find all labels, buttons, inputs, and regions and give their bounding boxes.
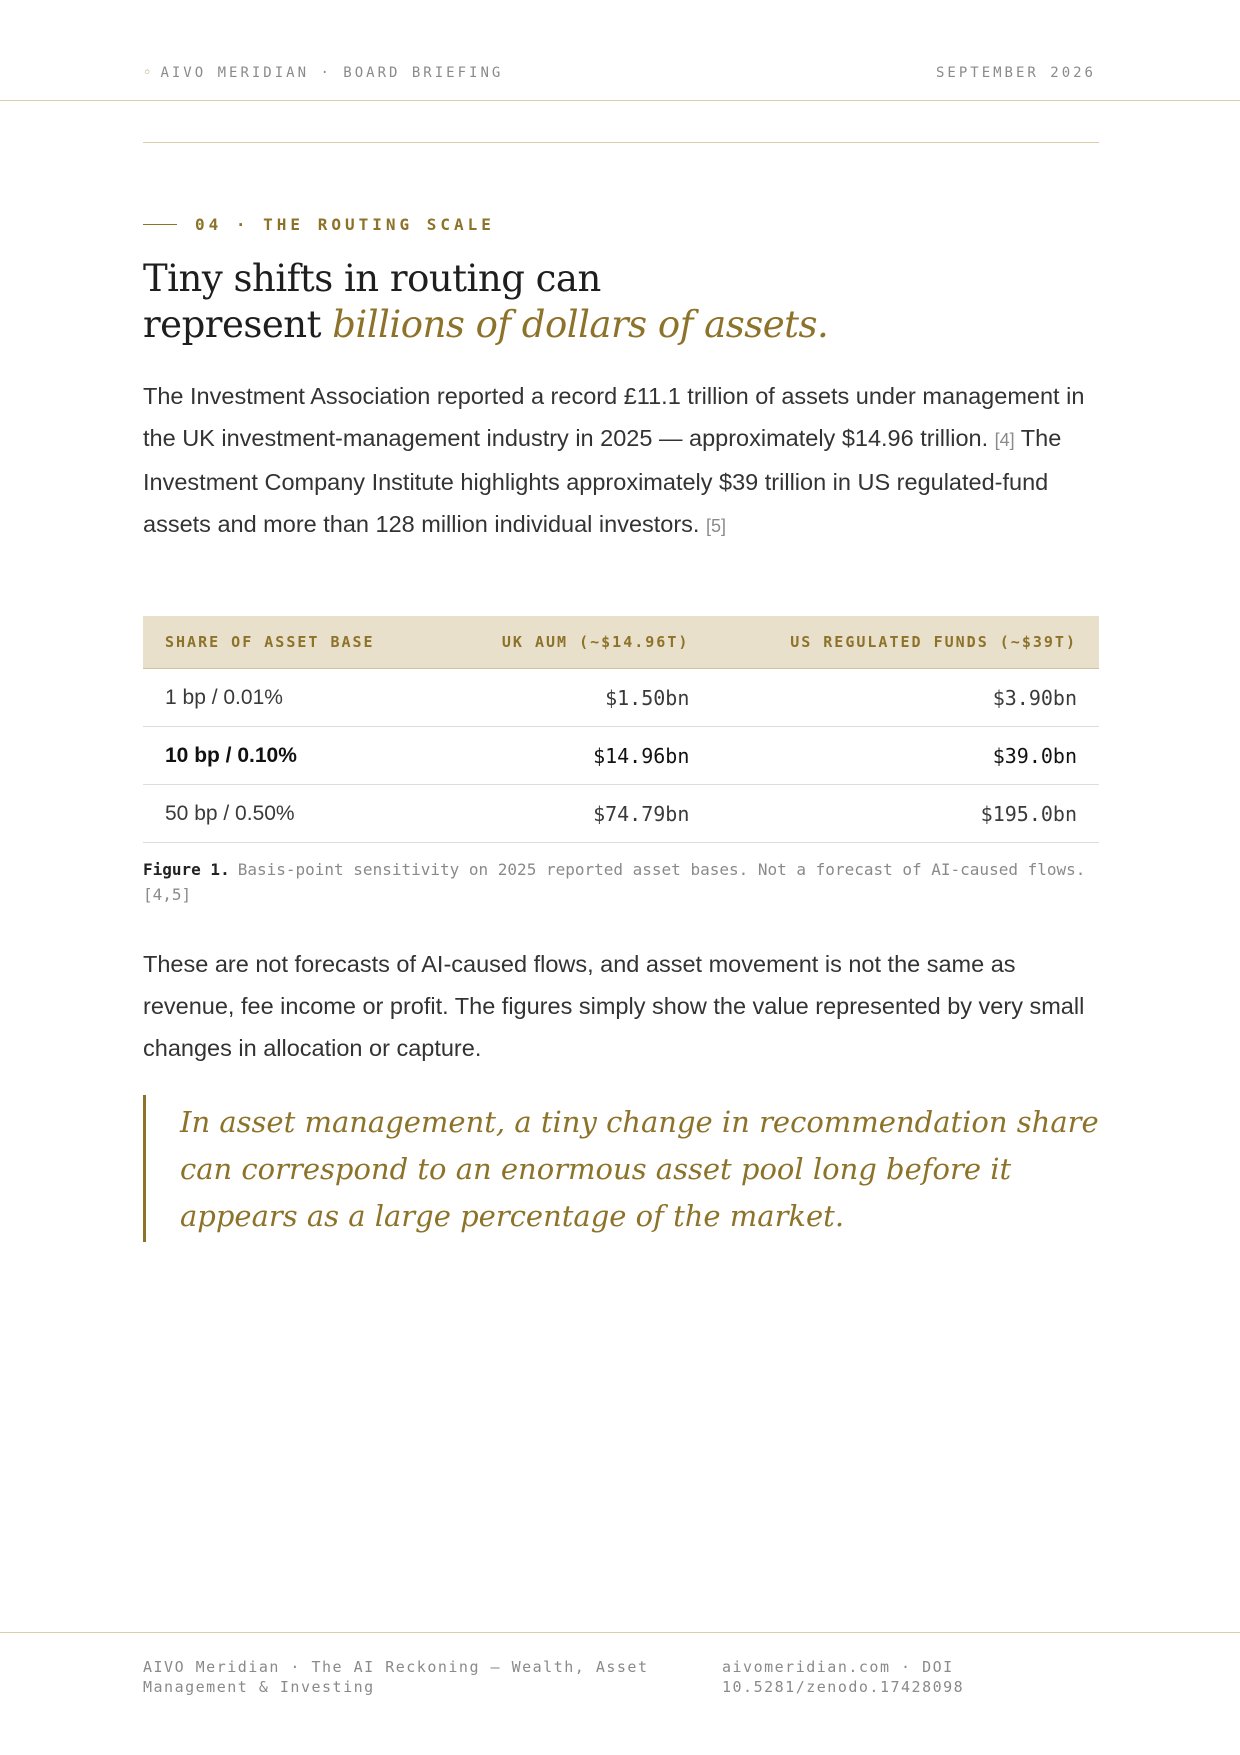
brand-line (143, 65, 503, 81)
table-cell: $3.90bn (711, 669, 1099, 727)
title-line-1: Tiny shifts in routing can (143, 257, 601, 300)
divider (143, 142, 1099, 143)
table-cell: $195.0bn (711, 785, 1099, 843)
section-rule (143, 224, 177, 225)
figure-caption (143, 857, 1103, 907)
column-header: SHARE OF ASSET BASE (143, 616, 440, 669)
table-row (143, 785, 1099, 843)
figure-label: Figure 1. (143, 860, 230, 879)
table-cell: 1 bp / 0.01% (143, 669, 440, 727)
column-header: UK AUM (~$14.96T) (440, 616, 711, 669)
pull-quote-text: In asset management, a tiny change in recommendation share can correspond to an enormous asset pool long before it appears as a large percentage of the market. (180, 1105, 1099, 1233)
table-cell: $74.79bn (440, 785, 711, 843)
publication-date: SEPTEMBER 2026 (935, 65, 1096, 81)
body-paragraph: These are not forecasts of AI-caused flows, and asset movement is not the same as revenue, fee income or profit. The figures simply show the value represented by very small changes in allocation or capture. (143, 951, 1085, 1061)
sensitivity-table (143, 616, 1099, 843)
circle-icon: ◦ (143, 65, 155, 81)
table-row (143, 669, 1099, 727)
table-cell: $14.96bn (440, 727, 711, 785)
page-footer (0, 1632, 1240, 1755)
table-row (143, 727, 1099, 785)
paragraph-text: The Investment Association reported a record £11.1 trillion of assets under management in the UK investment-management industry in 2025 — approximately $14.96 trillion. (143, 383, 1085, 451)
column-header: US REGULATED FUNDS (~$39T) (711, 616, 1099, 669)
section-label (143, 215, 495, 234)
table-cell: 10 bp / 0.10% (143, 727, 440, 785)
footer-publication: AIVO Meridian · The AI Reckoning — Wealth, Asset Management & Investing (143, 1658, 649, 1696)
title-accent: billions of dollars of assets. (332, 303, 829, 346)
citation-link[interactable]: [4] (994, 430, 1015, 450)
page-header (0, 0, 1240, 101)
table-cell: 50 bp / 0.50% (143, 785, 440, 843)
paragraph-text: The Investment Company Institute highlights approximately $39 trillion in US regulated-fund assets and more than 128 million individual investors. (143, 425, 1062, 537)
footer-doi: aivomeridian.com · DOI 10.5281/zenodo.17428098 (722, 1658, 965, 1696)
citation-link[interactable]: [5] (706, 516, 727, 536)
table-header-row (143, 616, 1099, 669)
brand-text: AIVO MERIDIAN · BOARD BRIEFING (160, 65, 504, 81)
table-cell: $1.50bn (440, 669, 711, 727)
intro-paragraph (143, 375, 1103, 547)
caption-text: Basis-point sensitivity on 2025 reported asset bases. Not a forecast of AI-caused flows. [4,5] (143, 860, 1086, 904)
section-label-text: 04 · THE ROUTING SCALE (195, 215, 495, 234)
pull-quote (143, 1095, 1102, 1242)
title-line-2: represent (143, 303, 333, 346)
page-title (143, 256, 1043, 348)
table-cell: $39.0bn (711, 727, 1099, 785)
